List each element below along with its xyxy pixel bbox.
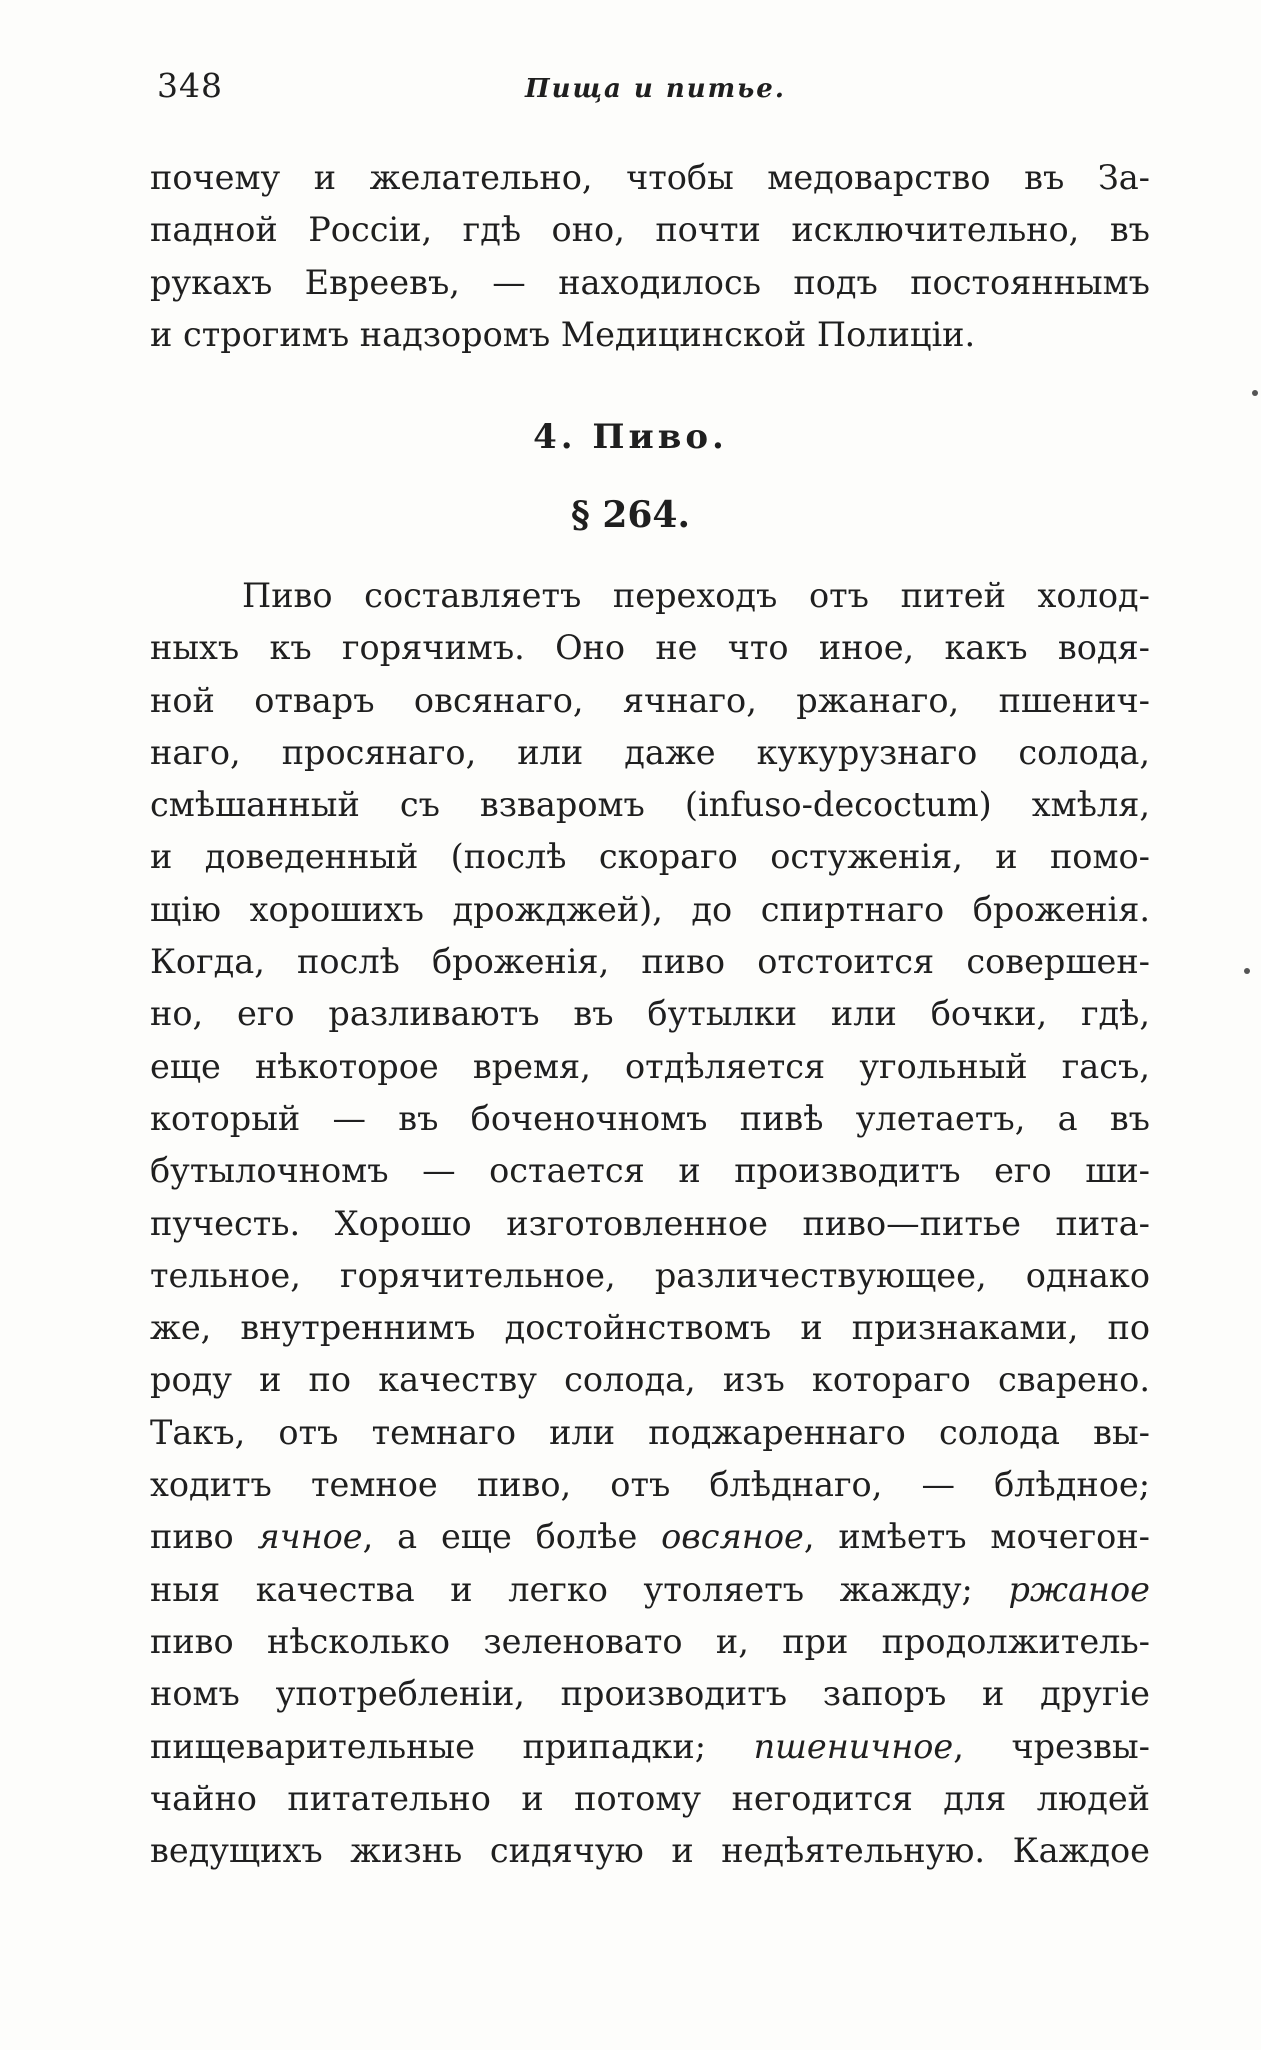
italic-term: ячное xyxy=(257,1517,363,1557)
text-line: номъ употребленіи, производитъ запоръ и другіе xyxy=(150,1674,1150,1714)
text-line: и строгимъ надзоромъ Медицинской Полиціи. xyxy=(150,314,976,354)
page-header xyxy=(157,66,1157,116)
text-line: роду и по качеству солода, изъ котораго сварено. xyxy=(150,1360,1150,1400)
text-line: падной Россіи, гдѣ оно, почти исключительно, въ xyxy=(150,210,1150,250)
text-line xyxy=(150,1721,1150,1773)
text-line: ныхъ къ горячимъ. Оно не что иное, какъ водя- xyxy=(150,628,1150,668)
text-run: ныя качества и легко утоляетъ жажду; xyxy=(150,1569,1009,1609)
text-line xyxy=(150,1564,1150,1616)
italic-term: пшеничное xyxy=(753,1726,954,1766)
paper-speck xyxy=(1252,390,1258,396)
text-line xyxy=(150,1511,1150,1563)
paragraph-beer xyxy=(150,570,1150,1877)
text-line: пучесть. Хорошо изготовленное пиво—питье пита- xyxy=(150,1203,1150,1243)
text-line: Пиво составляетъ переходъ отъ питей холод- xyxy=(242,576,1150,615)
italic-term: ржаное xyxy=(1008,1569,1150,1609)
text-line: же, внутреннимъ достойнствомъ и признаками, по xyxy=(150,1308,1150,1348)
text-line: но, его разливаютъ въ бутылки или бочки, гдѣ, xyxy=(150,994,1150,1034)
text-line: еще нѣкоторое время, отдѣляется угольный гасъ, xyxy=(150,1046,1150,1086)
text-run: , имѣетъ мочегон- xyxy=(803,1517,1150,1557)
paragraph-continued xyxy=(150,152,1150,361)
text-line: смѣшанный съ взваромъ (infuso-decoctum) хмѣля, xyxy=(150,785,1150,825)
page-number: 348 xyxy=(157,66,223,105)
paper-speck xyxy=(1244,968,1250,974)
text-line: щію хорошихъ дрожджей), до спиртнаго броженія. xyxy=(150,889,1150,929)
text-line: рукахъ Евреевъ, — находилось подъ постояннымъ xyxy=(150,262,1150,302)
text-line: который — въ боченочномъ пивѣ улетаетъ, а въ xyxy=(150,1098,1150,1138)
section-number: § 264. xyxy=(570,494,691,536)
text-line: чайно питательно и потому негодится для людей xyxy=(150,1778,1150,1818)
text-line: ной отваръ овсянаго, ячнаго, ржанаго, пшенич- xyxy=(150,680,1150,720)
text-line: Такъ, отъ темнаго или поджареннаго солода вы- xyxy=(150,1412,1150,1452)
text-line: пиво нѣсколько зеленовато и, при продолжитель- xyxy=(150,1621,1150,1661)
text-line: Когда, послѣ броженія, пиво отстоится совершен- xyxy=(150,942,1150,982)
text-run: , а еще болѣе xyxy=(362,1517,662,1557)
text-line: наго, просянаго, или даже кукурузнаго солода, xyxy=(150,732,1150,772)
text-run: пищеварительные припадки; xyxy=(150,1726,754,1766)
text-line: тельное, горячительное, различествующее, однако xyxy=(150,1255,1150,1295)
text-run: , чрезвы- xyxy=(953,1726,1150,1766)
section-title: 4. Пиво. xyxy=(533,417,728,457)
text-line: и доведенный (послѣ скораго остуженія, и помо- xyxy=(150,837,1150,877)
text-line: почему и желательно, чтобы медоварство въ За- xyxy=(150,158,1150,197)
text-line: ведущихъ жизнь сидячую и недѣятельную. Каждое xyxy=(150,1831,1150,1871)
text-run: пиво xyxy=(150,1517,258,1557)
italic-term: овсяное xyxy=(661,1517,804,1557)
running-head: Пища и питье. xyxy=(525,74,786,104)
text-line: бутылочномъ — остается и производитъ его ши- xyxy=(150,1151,1150,1191)
text-line: ходитъ темное пиво, отъ блѣднаго, — блѣдное; xyxy=(150,1465,1150,1505)
